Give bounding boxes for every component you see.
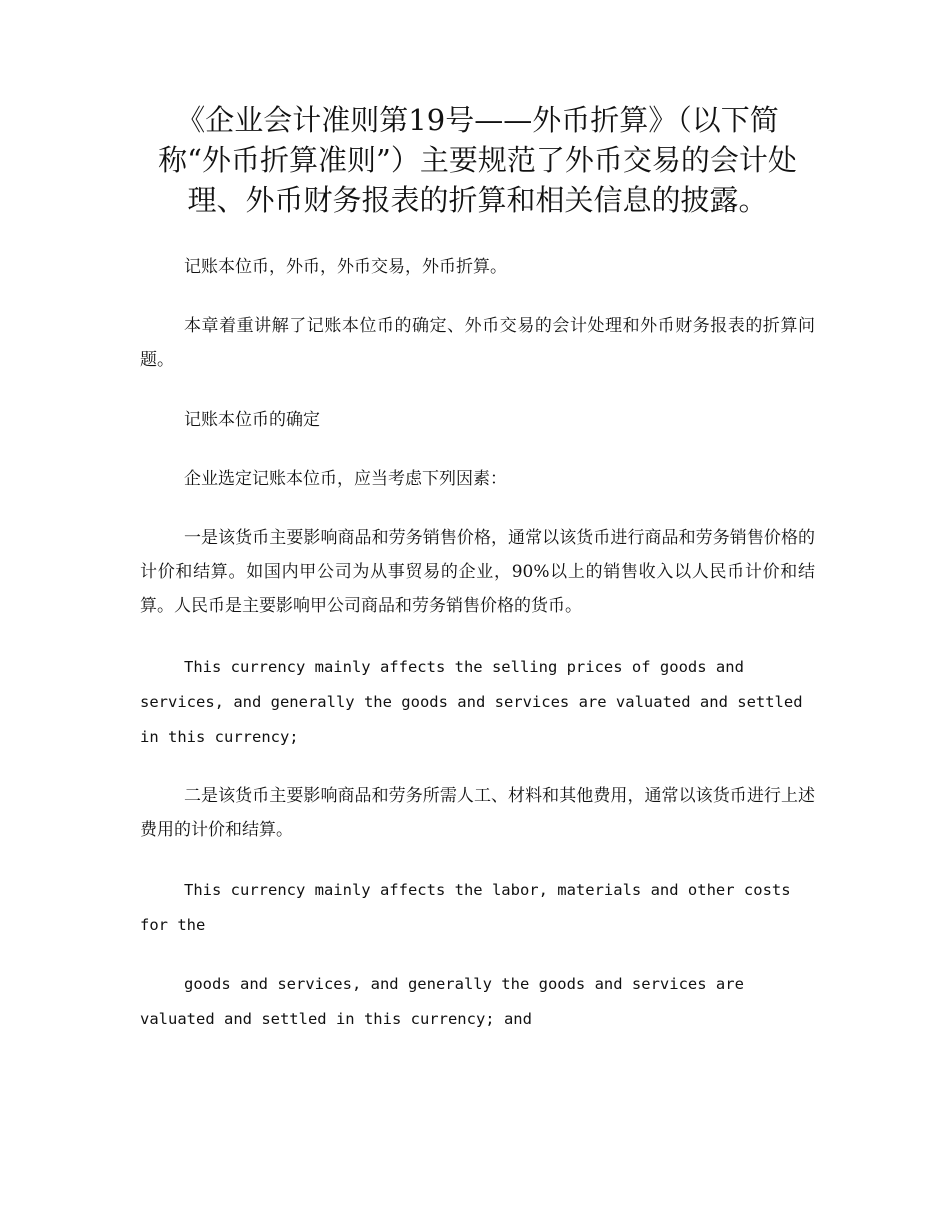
- keywords-paragraph: 记账本位币，外币，外币交易，外币折算。: [184, 257, 507, 277]
- factor-two-english-continuation: goods and services, and generally the goods and services are valuated and settled in this currency; and: [140, 975, 744, 1028]
- document-title: 《企业会计准则第19号——外币折算》（以下简称“外币折算准则”）主要规范了外币交易的会计处理、外币财务报表的折算和相关信息的披露。: [158, 103, 797, 217]
- factors-intro-paragraph: 企业选定记账本位币，应当考虑下列因素：: [184, 469, 507, 489]
- chapter-summary-paragraph: 本章着重讲解了记账本位币的确定、外币交易的会计处理和外币财务报表的折算问题。: [140, 316, 815, 370]
- factor-two-english-paragraph: This currency mainly affects the labor, materials and other costs for the: [140, 881, 791, 934]
- factor-one-english-paragraph: This currency mainly affects the selling prices of goods and services, and generally the goods and services are valuated and settled in this currency;: [140, 658, 803, 746]
- factor-two-paragraph: 二是该货币主要影响商品和劳务所需人工、材料和其他费用，通常以该货币进行上述费用的计价和结算。: [140, 786, 815, 840]
- section-heading: 记账本位币的确定: [184, 410, 320, 430]
- factor-one-paragraph: 一是该货币主要影响商品和劳务销售价格，通常以该货币进行商品和劳务销售价格的计价和结算。如国内甲公司为从事贸易的企业，90%以上的销售收入以人民币计价和结算。人民币是主要影响甲公司商品和劳务销售价格的货币。: [140, 528, 815, 616]
